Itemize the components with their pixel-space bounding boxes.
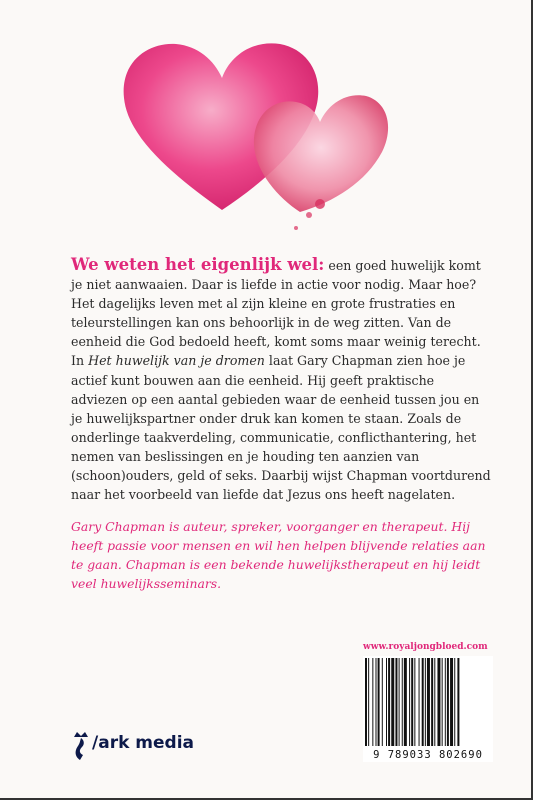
barcode-bar [376,658,377,746]
barcode-bar [409,658,410,746]
barcode-bar [368,658,369,746]
author-bio-text: Gary Chapman is auteur, spreker, voorganger en therapeut. Hij heeft passie voor mensen en wil hen helpen blijvende relaties aan te gaan. Chapman is een bekende huwelijkstherapeut en hij leidt veel huwelijksseminars. [71,519,486,591]
paragraph-2 [71,351,491,504]
barcode-bar [399,658,400,746]
barcode-bar [457,658,459,746]
book-title: Het huwelijk van je dromen [88,353,265,369]
barcode-bar [427,658,430,746]
barcode-bar [414,658,415,746]
barcode-bar [388,658,390,746]
barcode-bar [437,658,440,746]
description-text [71,255,491,504]
barcode-bar [372,658,373,746]
barcode-bar [382,658,383,746]
barcode-bar [454,658,455,746]
barcode-bar [447,658,449,746]
watercolor-hearts-illustration [0,0,533,240]
barcode-bar [378,658,380,746]
publisher-logo: /ark media [92,733,195,753]
isbn-number: 9 789033 802690 [373,749,483,761]
barcode-bar [422,658,424,746]
barcode-bar [395,658,397,746]
paragraph-1 [71,255,491,351]
author-bio [71,517,491,593]
barcode-bar [365,658,367,746]
barcode-bar [431,658,433,746]
crown-icon [70,731,92,761]
barcode-bar [442,658,443,746]
paragraph-1-text: een goed huwelijk komt je niet aanwaaien. Daar is liefde in actie voor nodig. Maar hoe? Het dagelijks leven met al zijn kleine en grote frustraties en teleurstellingen kan ons behoorlijk in de weg zitten. Van de eenheid die God bedoeld heeft, komt soms maar weinig terecht. [71,258,481,350]
publisher-url[interactable]: www.royaljongbloed.com [363,642,488,652]
barcode-bar [419,658,420,746]
barcode-bar [425,658,426,746]
barcode-bar [434,658,435,746]
barcode-bar [445,658,446,746]
barcode-bar [391,658,394,746]
lead-text: We weten het eigenlijk wel: [71,255,325,274]
barcode-bar [402,658,403,746]
barcode-bars [363,656,493,748]
barcode-bar [450,658,453,746]
barcode-bar [411,658,413,746]
publisher-name: ark media [98,733,195,753]
paragraph-2-text: laat Gary Chapman zien hoe je actief kunt bouwen aan die eenheid. Hij geeft praktische adviezen op een aantal gebieden waar de eenheid tussen jou en je huwelijkspartner onder druk kan komen te staan. Zoals de onderlinge taakverdeling, communicatie, conflicthantering, het nemen van beslissingen en je houding ten aanzien van (schoon)ouders, geld of seks. Daarbij wijst Chapman voortdurend naar het voorbeeld van liefde dat Jezus ons heeft nagelaten. [71,353,491,503]
barcode-bar [404,658,407,746]
barcode-bar [386,658,387,746]
barcode [363,656,493,762]
paragraph-2-in: In [71,353,89,369]
